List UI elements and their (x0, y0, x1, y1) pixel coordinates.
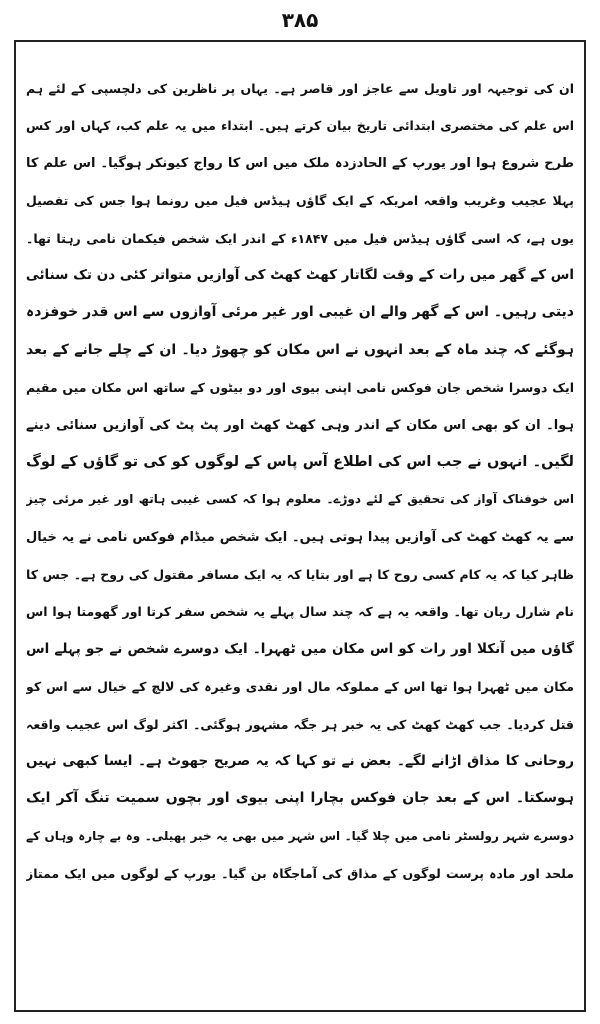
text-line: اس علم کی مختصری ابتدائی تاریخ بیان کرتے ہیں۔ ابتداء میں یہ علم کب، کہاں اور کس (26, 118, 574, 134)
text-line: لگیں۔ انہوں نے جب اس کی اطلاع آس پاس کے لوگوں کو کی تو گاؤں کے لوگ (26, 453, 574, 470)
text-line: نام شارل ریان تھا۔ واقعہ یہ ہے کہ چند سال پہلے یہ شخص سفر کرتا اور گھومتا ہوا اس (26, 604, 574, 620)
text-line: ظاہر کیا کہ یہ کام کسی روح کا ہے اور بتایا کہ یہ ایک مسافر مقتول کی روح ہے۔ جس کا (26, 567, 574, 583)
text-line: قتل کردیا۔ جب کھٹ کھٹ کی یہ خبر ہر جگہ مشہور ہوگئی۔ اکثر لوگ اس عجیب واقعہ (26, 716, 574, 732)
text-line: ایک دوسرا شخص جان فوکس نامی اپنی بیوی اور دو بیٹوں کے ساتھ اس مکان میں مقیم (26, 380, 574, 396)
text-line: روحانی کا مذاق اڑانے لگے۔ بعض نے تو کہا کہ یہ صریح جھوٹ ہے۔ ایسا کبھی نہیں (26, 753, 574, 770)
text-line: یوں ہے، کہ اسی گاؤں ہیڈس فیل میں ۱۸۴۷ء کے اندر ایک شخص فیکمان نامی رہتا تھا۔ (26, 230, 574, 246)
text-line: دوسرے شہر رولسٹر نامی میں چلا گیا۔ اس شہر میں بھی یہ خبر پھیلی۔ وہ بے چارہ وہاں کے (26, 828, 574, 843)
text-line: سے یہ کھٹ کھٹ کی آوازیں پیدا ہوتی ہیں۔ ایک شخص میڈام فوکس نامی نے یہ خیال (26, 529, 574, 545)
text-line: گاؤں میں آنکلا اور رات کو اس مکان میں ٹھہرا۔ ایک دوسرے شخص نے جو پہلے اس (26, 640, 574, 657)
text-line: ہوا۔ ان کو بھی اس مکان کے اندر وہی کھٹ کھٹ اور پٹ پٹ کی آوازیں سنائی دینے (26, 417, 574, 433)
text-line: دیتی رہیں۔ اس کے گھر والے ان غیبی اور غیر مرئی آوازوں سے اس قدر خوفزدہ (26, 304, 574, 321)
text-line: ہوگئے کہ چند ماہ کے بعد انہوں نے اس مکان کو چھوڑ دیا۔ ان کے چلے جانے کے بعد (26, 341, 574, 358)
text-line: پہلا عجیب وغریب واقعہ امریکہ کے ایک گاؤں ہیڈس فیل میں رونما ہوا جس کی تفصیل (26, 193, 574, 209)
text-line: مکان میں ٹھہرا ہوا تھا اس کے مملوکہ مال اور نقدی وغیرہ کی لالچ کے خیال سے اس کو (26, 679, 574, 695)
text-line: طرح شروع ہوا اور یورپ کے الحادزدہ ملک میں اس کا رواج کیونکر ہوگیا۔ اس علم کا (26, 155, 574, 171)
body-text (26, 70, 574, 893)
text-line: ملحد اور مادہ پرست لوگوں کے مذاق کی آماجگاہ بن گیا۔ یورپ کے لوگوں میں ایک ممتاز (26, 866, 574, 882)
text-line: اس خوفناک آواز کی تحقیق کے لئے دوڑے۔ معلوم ہوا کہ کسی غیبی ہاتھ اور غیر مرئی چیز (26, 492, 574, 507)
page-number: ۳۸۵ (281, 8, 319, 32)
text-line: اس کے گھر میں رات کے وقت لگاتار کھٹ کھٹ کی آوازیں متواتر کئی دن تک سنائی (26, 266, 574, 283)
text-line: ہوسکتا۔ اس کے بعد جان فوکس بچارا اپنی بیوی اور بچوں سمیت تنگ آکر ایک (26, 790, 574, 807)
text-line: ان کی توجیہہ اور تاویل سے عاجز اور قاصر ہے۔ یہاں پر ناظرین کی دلچسپی کے لئے ہم (26, 81, 574, 96)
